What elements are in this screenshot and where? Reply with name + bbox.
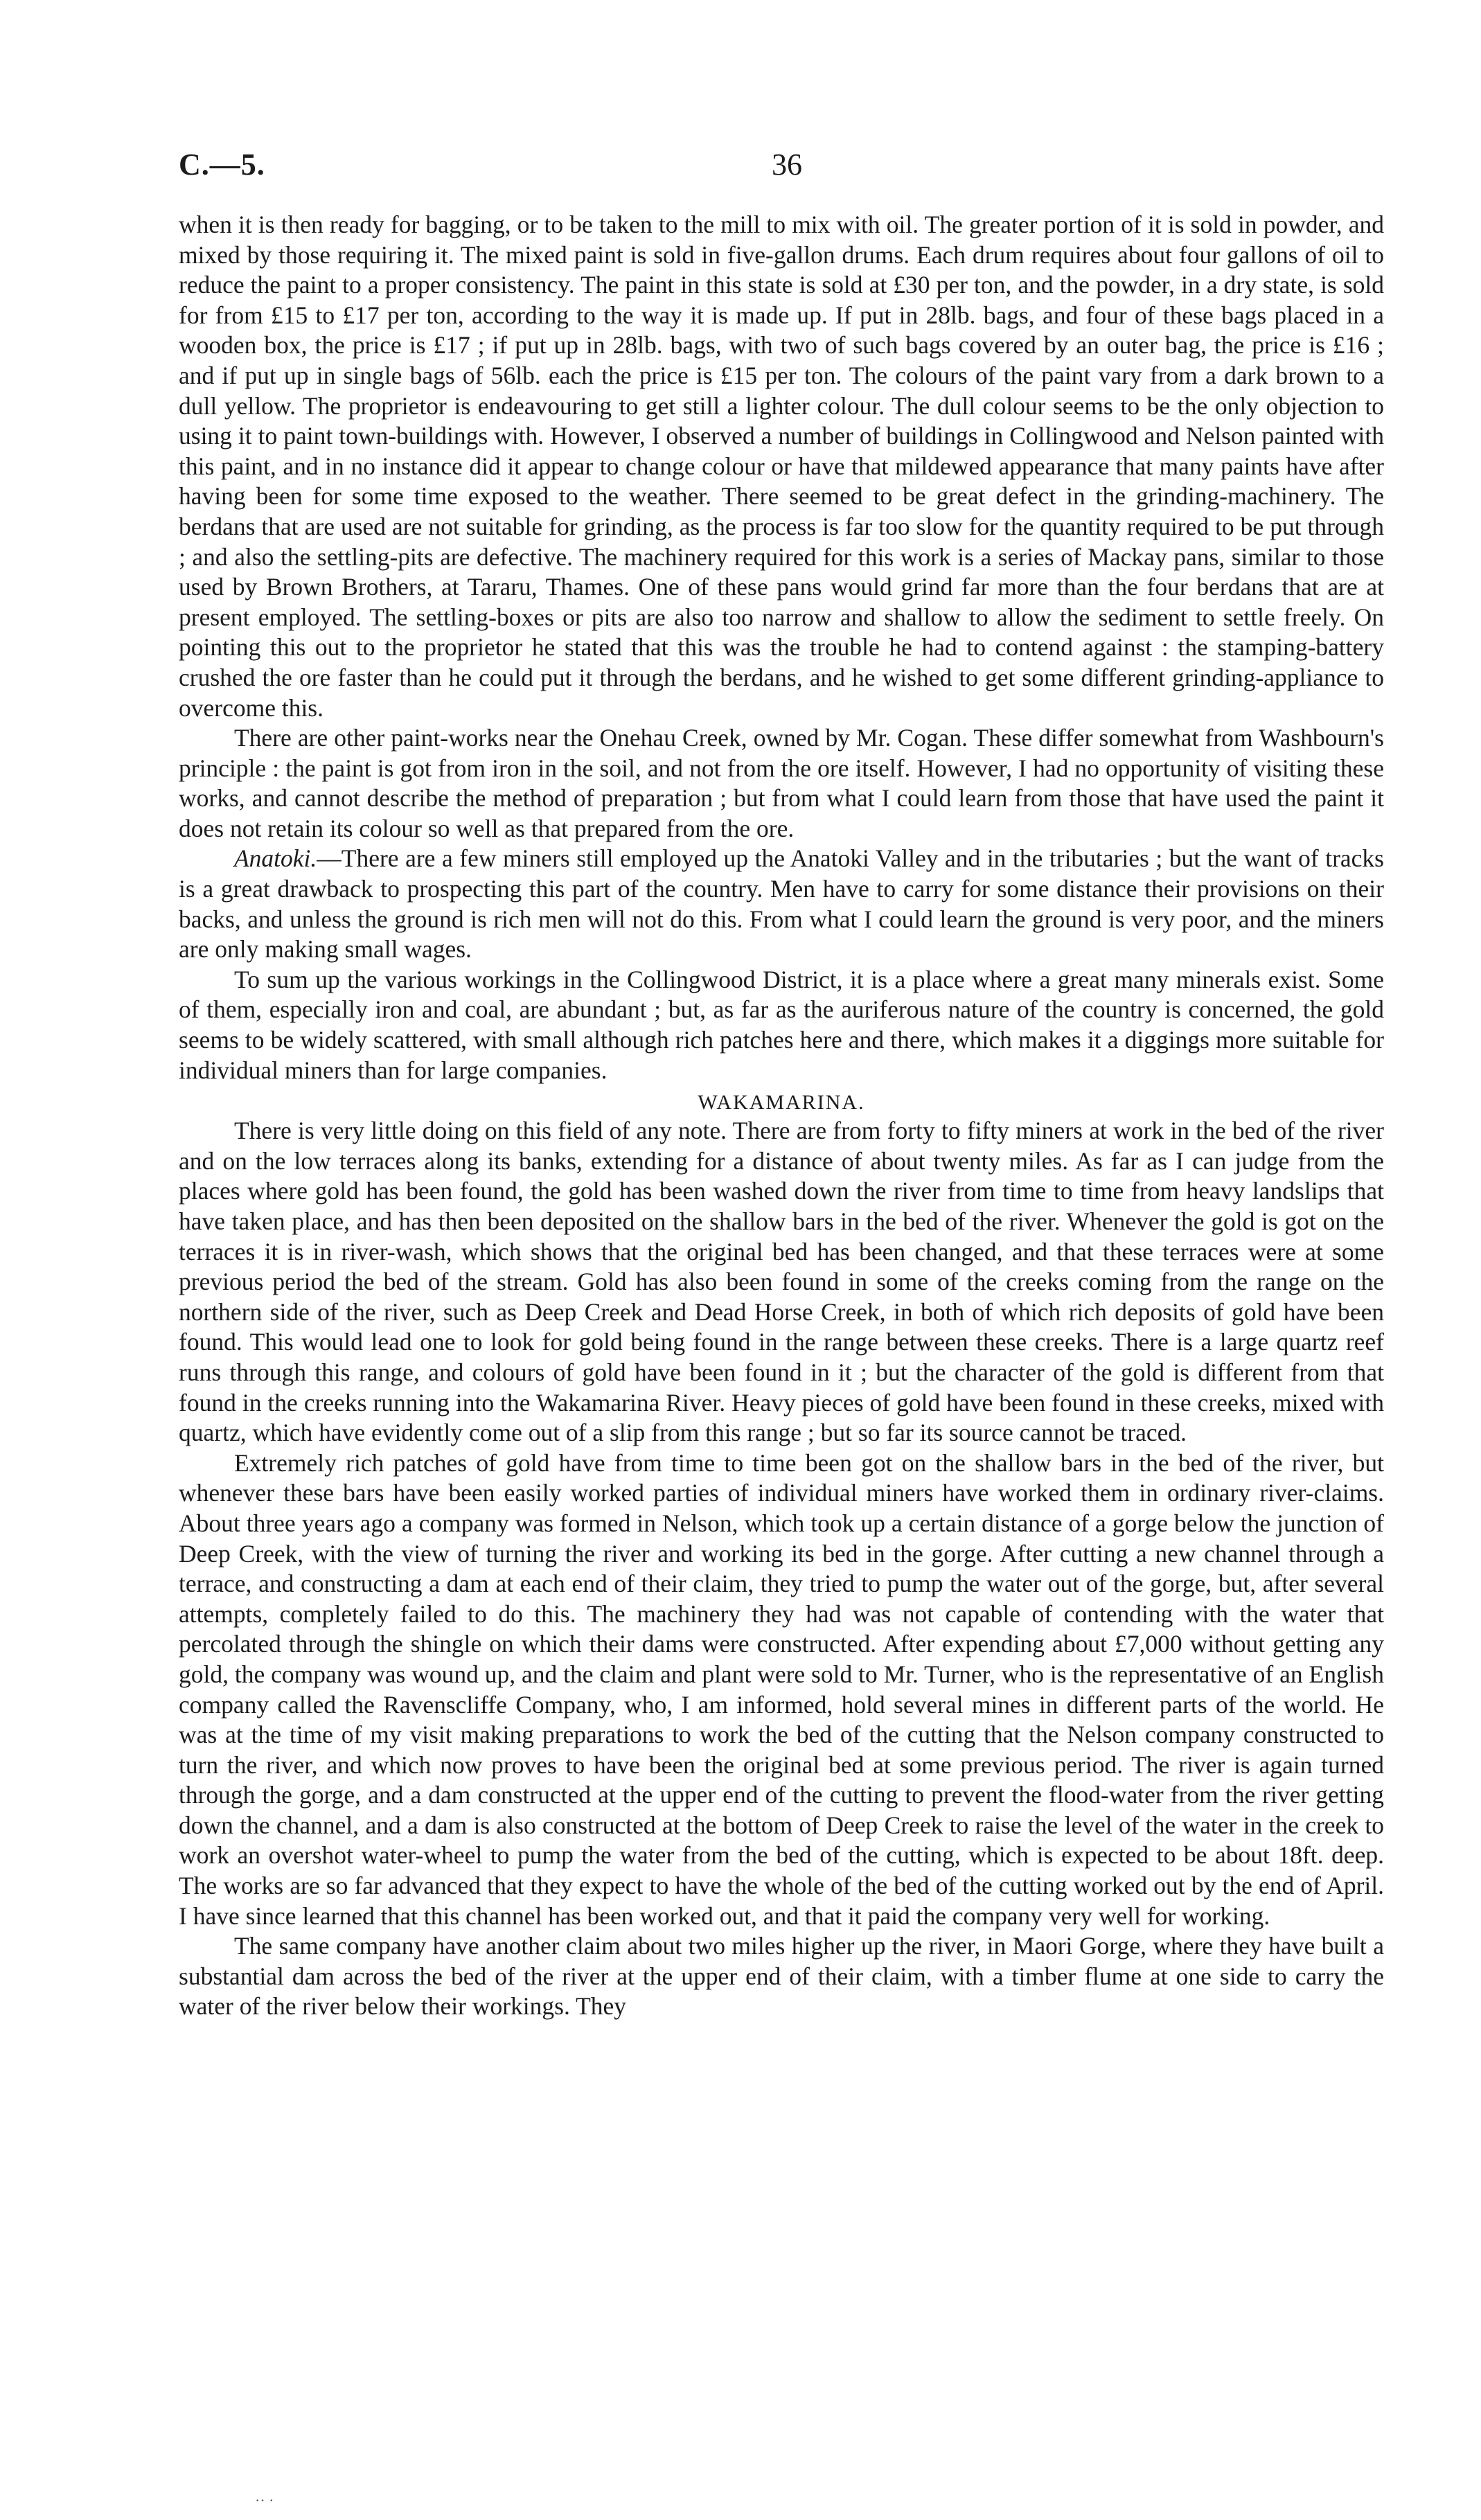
paragraph-onehau-paint-works: There are other paint-works near the Onehau Creek, owned by Mr. Cogan. These differ somewhat from Washbourn's principle : the paint is got from iron in the soil, and not from the ore itself. However, I had no opportunity of visiting these works, and cannot describe the method of preparation ; but from what I could learn from those that have used the paint it does not retain its colour so well as that prepared from the ore.	[179, 724, 1384, 842]
anatoki-lead: Anatoki.	[234, 844, 317, 873]
paragraph-rich-patches: Extremely rich patches of gold have from time to time been got on the shallow bars in the bed of the river, but whenever these bars have been easily worked parties of individual miners have worked them in ordinary river-claims. About three years ago a company was formed in Nelson, which took up a certain distance of a gorge below the junction of Deep Creek, with the view of turning the river and working its bed in the gorge. After cutting a new channel through a terrace, and constructing a dam at each end of their claim, they tried to pump the water out of the gorge, but, after several attempts, completely failed to do this. The machinery they had was not capable of contending with the water that percolated through the shingle on which their dams were constructed. After expending about £7,000 without getting any gold, the company was wound up, and the claim and plant were sold to Mr. Turner, who is the representative of an English company called the Ravenscliffe Company, who, I am informed, hold several mines in different parts of the world. He was at the time of my visit making preparations to work the bed of the cutting that the Nelson company constructed to turn the river, and which now proves to have been the original bed at some previous period. The river is again turned through the gorge, and a dam constructed at the upper end of the cutting to prevent the flood-water from the river getting down the channel, and a dam is also constructed at the bottom of Deep Creek to raise the level of the water in the creek to work an overshot water-wheel to pump the water from the bed of the cutting, which is expected to be about 18ft. deep. The works are so far advanced that they expect to have the whole of the bed of the cutting worked out by the end of April. I have since learned that this channel has been worked out, and that it paid the company very well for working.	[179, 1448, 1384, 1930]
stray-mark: ·· ·	[255, 2492, 274, 2509]
paragraph-collingwood-summary: To sum up the various workings in the Collingwood District, it is a place where a great many minerals exist. Some of them, especially iron and coal, are abundant ; but, as far as the auriferous nature of the country is concerned, the gold seems to be widely scattered, with small although rich patches here and there, which makes it a diggings more suitable for individual miners than for large companies.	[179, 965, 1384, 1084]
page-header	[179, 147, 1384, 188]
paragraph-anatoki	[179, 844, 1384, 964]
document-code: C.—5.	[179, 148, 265, 181]
page-number: 36	[772, 148, 802, 181]
page-body	[179, 210, 1384, 2022]
paragraph-wakamarina-overview: There is very little doing on this field of any note. There are from forty to fifty miners at work in the bed of the river and on the low terraces along its banks, extending for a distance of about twenty miles. As far as I can judge from the places where gold has been found, the gold has been washed down the river from time to time from heavy landslips that have taken place, and has then been deposited on the shallow bars in the bed of the river. Whenever the gold is got on the terraces it is in river-wash, which shows that the original bed has been changed, and that these terraces were at some previous period the bed of the stream. Gold has also been found in some of the creeks coming from the range on the northern side of the river, such as Deep Creek and Dead Horse Creek, in both of which rich deposits of gold have been found. This would lead one to look for gold being found in the range between these creeks. There is a large quartz reef runs through this range, and colours of gold have been found in it ; but the character of the gold is different from that found in the creeks running into the Wakamarina River. Heavy pieces of gold have been found in these creeks, mixed with quartz, which have evidently come out of a slip from this range ; but so far its source cannot be traced.	[179, 1117, 1384, 1447]
paragraph-maori-gorge: The same company have another claim about two miles higher up the river, in Maori Gorge, where they have built a substantial dam across the bed of the river at the upper end of their claim, with a timber flume at one side to carry the water of the river below their workings. They	[179, 1932, 1384, 2021]
section-heading-wakamarina: WAKAMARINA.	[698, 1091, 865, 1115]
paragraph-paint-pricing: when it is then ready for bagging, or to be taken to the mill to mix with oil. The greater portion of it is sold in powder, and mixed by those requiring it. The mixed paint is sold in five-gallon drums. Each drum requires about four gallons of oil to reduce the paint to a proper consistency. The paint in this state is sold at £30 per ton, and the powder, in a dry state, is sold for from £15 to £17 per ton, according to the way it is made up. If put in 28lb. bags, and four of these bags placed in a wooden box, the price is £17 ; if put up in 28lb. bags, with two of such bags covered by an outer bag, the price is £16 ; and if put up in single bags of 56lb. each the price is £15 per ton. The colours of the paint vary from a dark brown to a dull yellow. The proprietor is endeavouring to get still a lighter colour. The dull colour seems to be the only objection to using it to paint town-buildings with. However, I observed a number of buildings in Collingwood and Nelson painted with this paint, and in no instance did it appear to change colour or have that mildewed appearance that many paints have after having been for some time exposed to the weather. There seemed to be great defect in the grinding-machinery. The berdans that are used are not suitable for grinding, as the process is far too slow for the quantity required to be put through ; and also the settling-pits are defective. The machinery required for this work is a series of Mackay pans, similar to those used by Brown Brothers, at Tararu, Thames. One of these pans would grind far more than the four berdans that are at present employed. The settling-boxes or pits are also too narrow and shallow to allow the sediment to settle freely. On pointing this out to the proprietor he stated that this was the trouble he had to contend against : the stamping-battery crushed the ore faster than he could put it through the berdans, and he wished to get some different grinding-appliance to overcome this.	[179, 211, 1384, 722]
anatoki-text: —There are a few miners still employed up the Anatoki Valley and in the tributaries ; but the want of tracks is a great drawback to prospecting this part of the country. Men have to carry for some distance their provisions on their backs, and unless the ground is rich men will not do this. From what I could learn the ground is very poor, and the miners are only making small wages.	[179, 844, 1384, 964]
